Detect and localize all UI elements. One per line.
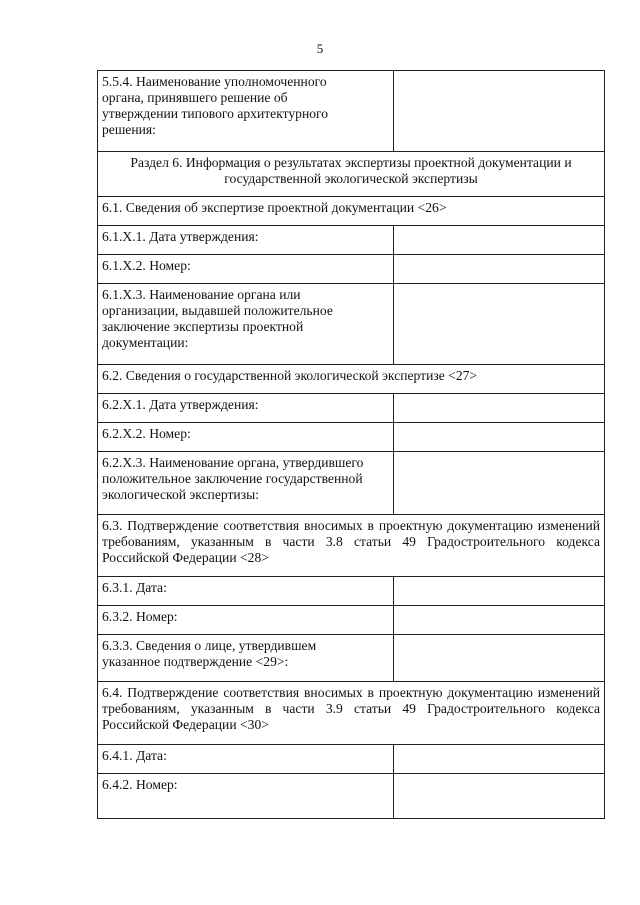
table-row [98, 423, 605, 452]
table-row [98, 635, 605, 682]
row-label: 6.2.X.2. Номер: [98, 423, 394, 452]
row-value-cell [394, 284, 605, 365]
row-value-cell [394, 394, 605, 423]
row-label: 5.5.4. Наименование уполномоченного органа, принявшего решение об утверждении типового архитектурного решения: [98, 71, 394, 152]
subsection-row [98, 197, 605, 226]
table-row [98, 452, 605, 515]
table-row [98, 394, 605, 423]
row-value-cell [394, 606, 605, 635]
row-label: 6.3.1. Дата: [98, 577, 394, 606]
row-value-cell [394, 745, 605, 774]
row-label: 6.2.X.1. Дата утверждения: [98, 394, 394, 423]
subsection-row [98, 515, 605, 577]
section-header: Раздел 6. Информация о результатах экспертизы проектной документации и государственной экологической экспертизы [98, 152, 605, 197]
row-label: 6.3.2. Номер: [98, 606, 394, 635]
subsection-title: 6.2. Сведения о государственной экологической экспертизе <27> [98, 365, 605, 394]
row-value-cell [394, 577, 605, 606]
table-row [98, 577, 605, 606]
subsection-title: 6.4. Подтверждение соответствия вносимых в проектную документацию изменений требованиям, указанным в части 3.9 статьи 49 Градостроительного кодекса Российской Федерации <30> [98, 682, 605, 745]
subsection-row [98, 682, 605, 745]
row-value-cell [394, 226, 605, 255]
table-row [98, 71, 605, 152]
table-row [98, 255, 605, 284]
subsection-title: 6.1. Сведения об экспертизе проектной документации <26> [98, 197, 605, 226]
row-value-cell [394, 774, 605, 819]
table-row [98, 606, 605, 635]
row-label: 6.1.X.1. Дата утверждения: [98, 226, 394, 255]
subsection-title: 6.3. Подтверждение соответствия вносимых в проектную документацию изменений требованиям, указанным в части 3.8 статьи 49 Градостроительного кодекса Российской Федерации <28> [98, 515, 605, 577]
row-value-cell [394, 635, 605, 682]
row-label: 6.4.1. Дата: [98, 745, 394, 774]
row-value-cell [394, 71, 605, 152]
table-row [98, 284, 605, 365]
table-row [98, 774, 605, 819]
table-row [98, 226, 605, 255]
page-number: 5 [316, 41, 324, 56]
form-table [97, 70, 605, 819]
row-label: 6.2.X.3. Наименование органа, утвердившего положительное заключение государственной экологической экспертизы: [98, 452, 394, 515]
section-header-row [98, 152, 605, 197]
row-label: 6.3.3. Сведения о лице, утвердившем указанное подтверждение <29>: [98, 635, 394, 682]
row-value-cell [394, 452, 605, 515]
table-row [98, 745, 605, 774]
row-value-cell [394, 423, 605, 452]
row-value-cell [394, 255, 605, 284]
row-label: 6.4.2. Номер: [98, 774, 394, 819]
subsection-row [98, 365, 605, 394]
row-label: 6.1.X.2. Номер: [98, 255, 394, 284]
row-label: 6.1.X.3. Наименование органа или организации, выдавшей положительное заключение экспертизы проектной документации: [98, 284, 394, 365]
